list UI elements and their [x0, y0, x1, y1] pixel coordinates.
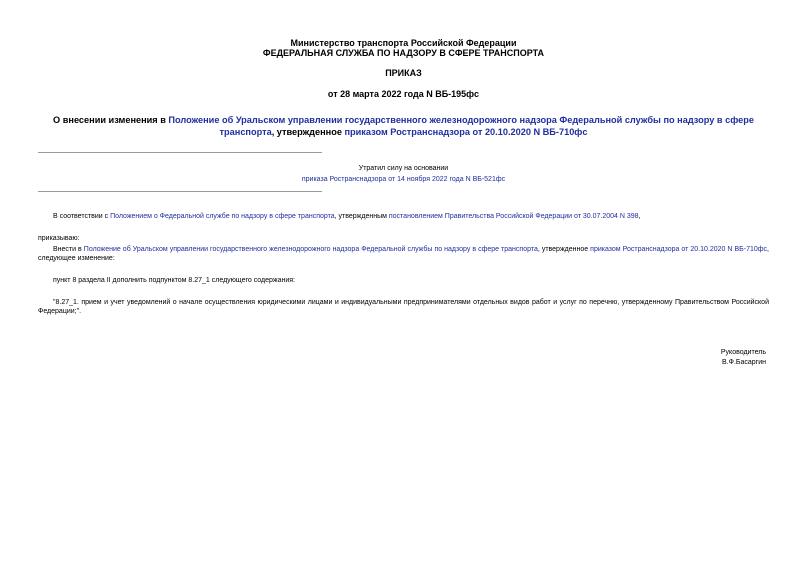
p3-middle: , утвержденное: [537, 246, 591, 253]
document-title: [40, 114, 767, 138]
paragraph-basis: [38, 212, 769, 221]
title-link-regulation[interactable]: Положение об Уральском управлении государственного железнодорожного надзора Федеральной службы по надзору в сфере транспорта: [168, 115, 754, 137]
document-type: ПРИКАЗ: [385, 68, 422, 78]
p1-link-regulation[interactable]: Положением о Федеральной службе по надзору в сфере транспорта: [110, 213, 335, 220]
service-name: ФЕДЕРАЛЬНАЯ СЛУЖБА ПО НАДЗОРУ В СФЕРЕ ТРАНСПОРТА: [262, 48, 545, 58]
title-prefix: О внесении изменения в: [53, 115, 169, 125]
divider-bottom: [38, 191, 322, 192]
paragraph-order-word: приказываю:: [38, 235, 80, 242]
p3-suffix: , следующее изменение:: [38, 246, 769, 262]
paragraph-amendment: [38, 245, 769, 263]
status-link-order[interactable]: приказа Ространснадзора от 14 ноября 2022 года N ВБ-521фс: [301, 176, 506, 183]
ministry-name: Министерство транспорта Российской Федерации: [290, 38, 517, 48]
p1-prefix: В соответствии с: [53, 213, 111, 220]
paragraph-clause: пункт 8 раздела II дополнить подпунктом 8.27_1 следующего содержания:: [53, 277, 296, 284]
status-note-link-line: [0, 175, 807, 184]
signature-role: Руководитель: [720, 349, 766, 356]
p3-prefix: Внести в: [53, 246, 84, 253]
paragraph-new-subclause: "8.27_1. прием и учет уведомлений о начале осуществления юридическими лицами и индивидуальными предпринимателями отдельных видов работ и услуг по перечню, утвержденному Правительством Российской Федерации;".: [38, 299, 769, 315]
p1-suffix: ,: [638, 213, 641, 220]
signature-name: В.Ф.Басаргин: [722, 359, 766, 366]
title-link-order[interactable]: приказом Ространснадзора от 20.10.2020 N ВБ-710фс: [344, 127, 588, 137]
status-note-text: Утратил силу на основании: [358, 165, 449, 172]
divider-top: [38, 152, 322, 153]
p3-link-regulation[interactable]: Положение об Уральском управлении государственного железнодорожного надзора Федеральной службы по надзору в сфере транспорта: [83, 246, 538, 253]
title-middle: , утвержденное: [271, 127, 345, 137]
p1-link-decree[interactable]: постановлением Правительства Российской Федерации от 30.07.2004 N 398: [388, 213, 639, 220]
document-date-number: от 28 марта 2022 года N ВБ-195фс: [327, 89, 480, 99]
p1-middle: , утвержденным: [334, 213, 389, 220]
p3-link-order[interactable]: приказом Ространснадзора от 20.10.2020 N ВБ-710фс: [590, 246, 768, 253]
